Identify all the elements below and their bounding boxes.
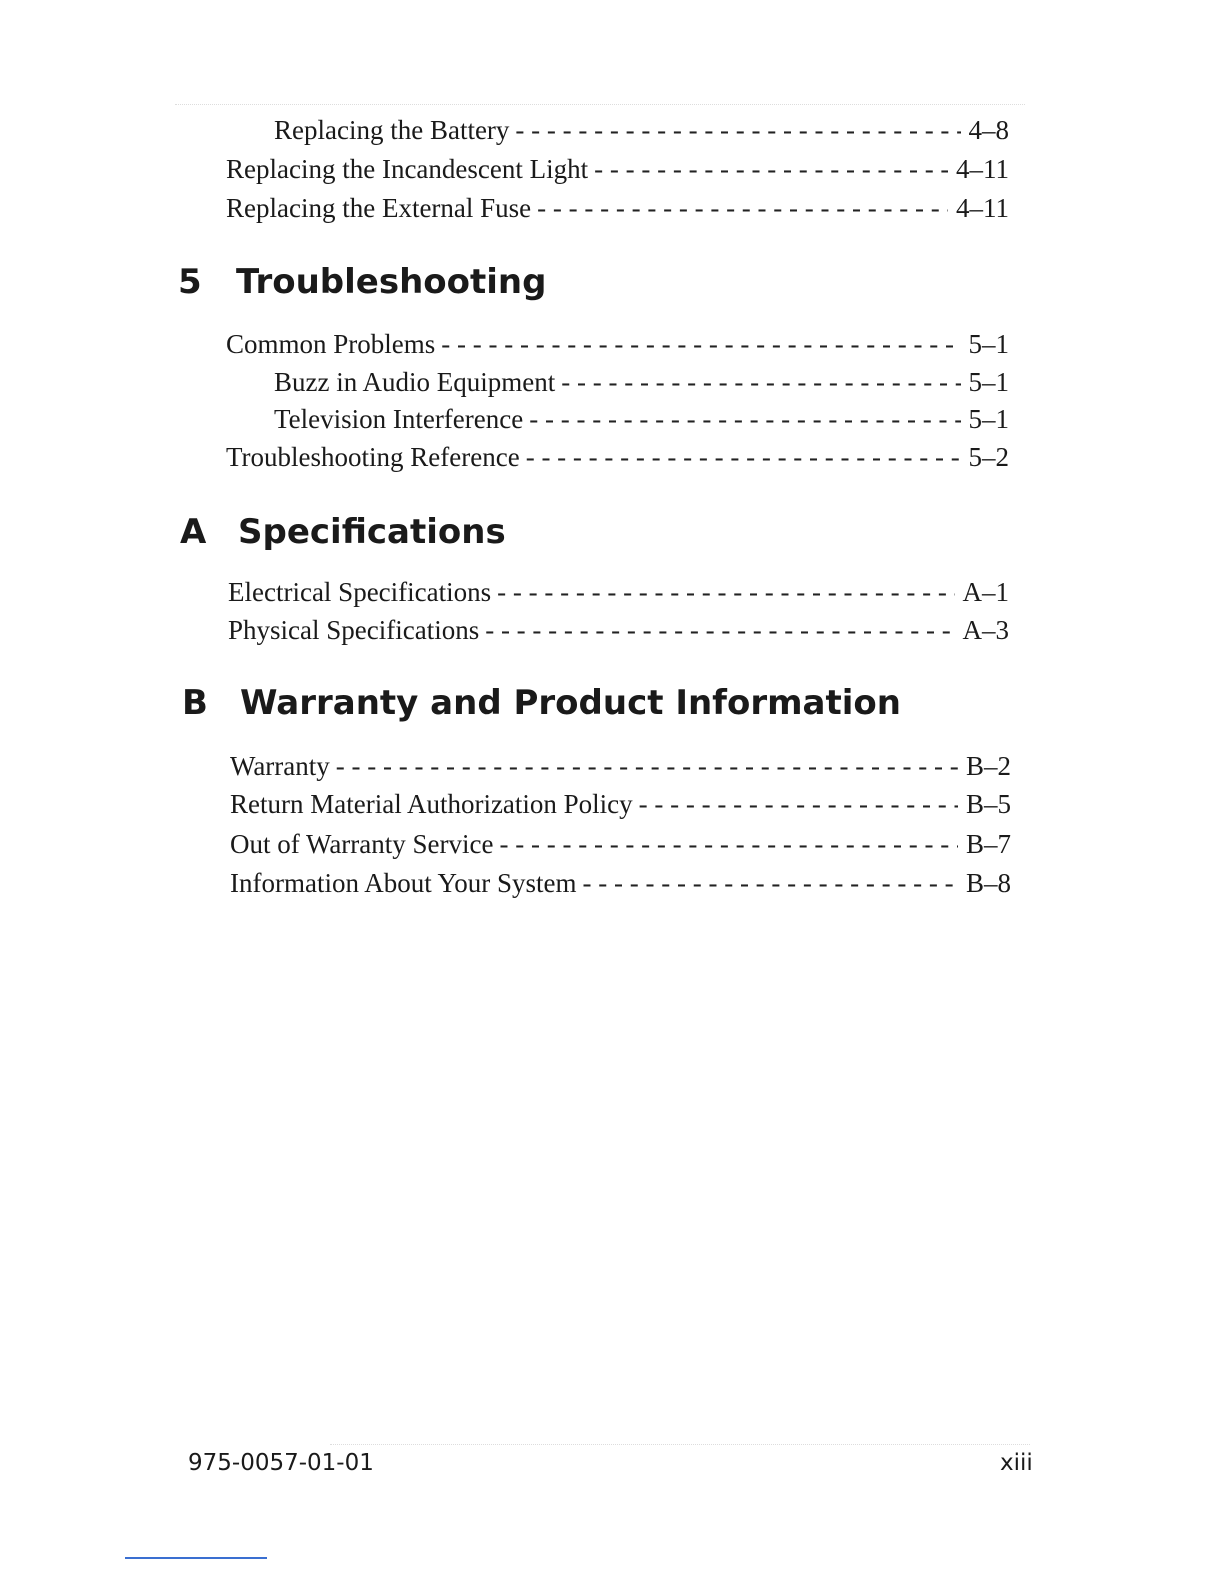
dot-leader	[441, 328, 960, 360]
toc-entry-page: 4–11	[956, 154, 1009, 184]
toc-entry-page: A–1	[962, 577, 1009, 607]
footer-rule	[125, 1557, 267, 1559]
dot-leader	[594, 153, 948, 185]
dot-leader	[526, 441, 961, 473]
dot-leader	[639, 788, 958, 820]
chapter-number: 5	[178, 262, 202, 302]
dot-leader	[537, 192, 948, 224]
toc-entry[interactable]	[274, 366, 1009, 398]
dot-leader	[529, 403, 960, 435]
toc-entry-label: Out of Warranty Service	[230, 829, 494, 859]
dot-leader	[500, 828, 958, 860]
toc-entry-label: Information About Your System	[230, 868, 577, 898]
chapter-title: Specifications	[238, 512, 506, 552]
toc-entry[interactable]	[274, 114, 1009, 146]
toc-entry-label: Return Material Authorization Policy	[230, 789, 633, 819]
chapter-number: B	[182, 683, 208, 723]
chapter-heading[interactable]	[180, 512, 506, 552]
toc-entry-label: Electrical Specifications	[228, 577, 492, 607]
toc-entry[interactable]	[274, 403, 1009, 435]
toc-entry[interactable]	[226, 328, 1009, 360]
toc-entry-label: Replacing the Battery	[274, 115, 510, 145]
toc-entry-page: B–2	[965, 751, 1011, 781]
chapter-title: Troubleshooting	[236, 262, 547, 302]
toc-entry-page: 5–1	[968, 404, 1009, 434]
toc-entry[interactable]	[228, 576, 1009, 608]
toc-entry-label: Replacing the External Fuse	[226, 193, 532, 223]
scan-artifact-top	[175, 104, 1025, 107]
toc-entry-page: B–8	[965, 868, 1011, 898]
toc-entry[interactable]	[230, 750, 1011, 782]
chapter-heading[interactable]	[182, 683, 901, 723]
toc-entry[interactable]	[226, 153, 1009, 185]
toc-entry-page: 4–8	[968, 115, 1009, 145]
document-number: 975-0057-01-01	[188, 1450, 374, 1476]
toc-entry-page: 5–1	[968, 367, 1009, 397]
toc-entry-label: Physical Specifications	[228, 615, 480, 645]
dot-leader	[485, 614, 954, 646]
dot-leader	[515, 114, 960, 146]
toc-entry-label: Common Problems	[226, 329, 436, 359]
dot-leader	[583, 867, 958, 899]
chapter-number: A	[180, 512, 207, 552]
chapter-heading[interactable]	[178, 262, 546, 302]
toc-entry[interactable]	[230, 788, 1011, 820]
page-number: xiii	[1000, 1450, 1033, 1476]
toc-entry-page: A–3	[962, 615, 1009, 645]
chapter-title: Warranty and Product Information	[240, 683, 901, 723]
dot-leader	[561, 366, 960, 398]
dot-leader	[497, 576, 954, 608]
toc-entry-label: Troubleshooting Reference	[226, 442, 520, 472]
dot-leader	[336, 750, 958, 782]
toc-entry-label: Warranty	[230, 751, 330, 781]
toc-entry[interactable]	[226, 441, 1009, 473]
toc-entry[interactable]	[230, 828, 1011, 860]
toc-entry-page: 5–1	[968, 329, 1009, 359]
toc-entry-label: Television Interference	[274, 404, 524, 434]
toc-entry-page: 4–11	[956, 193, 1009, 223]
toc-entry-page: B–7	[965, 829, 1011, 859]
toc-entry[interactable]	[230, 867, 1011, 899]
toc-entry-label: Replacing the Incandescent Light	[226, 154, 589, 184]
toc-entry[interactable]	[228, 614, 1009, 646]
toc-entry-page: B–5	[965, 789, 1011, 819]
scan-artifact-bottom	[330, 1444, 1030, 1447]
toc-entry-label: Buzz in Audio Equipment	[274, 367, 556, 397]
toc-entry[interactable]	[226, 192, 1009, 224]
toc-entry-page: 5–2	[968, 442, 1009, 472]
